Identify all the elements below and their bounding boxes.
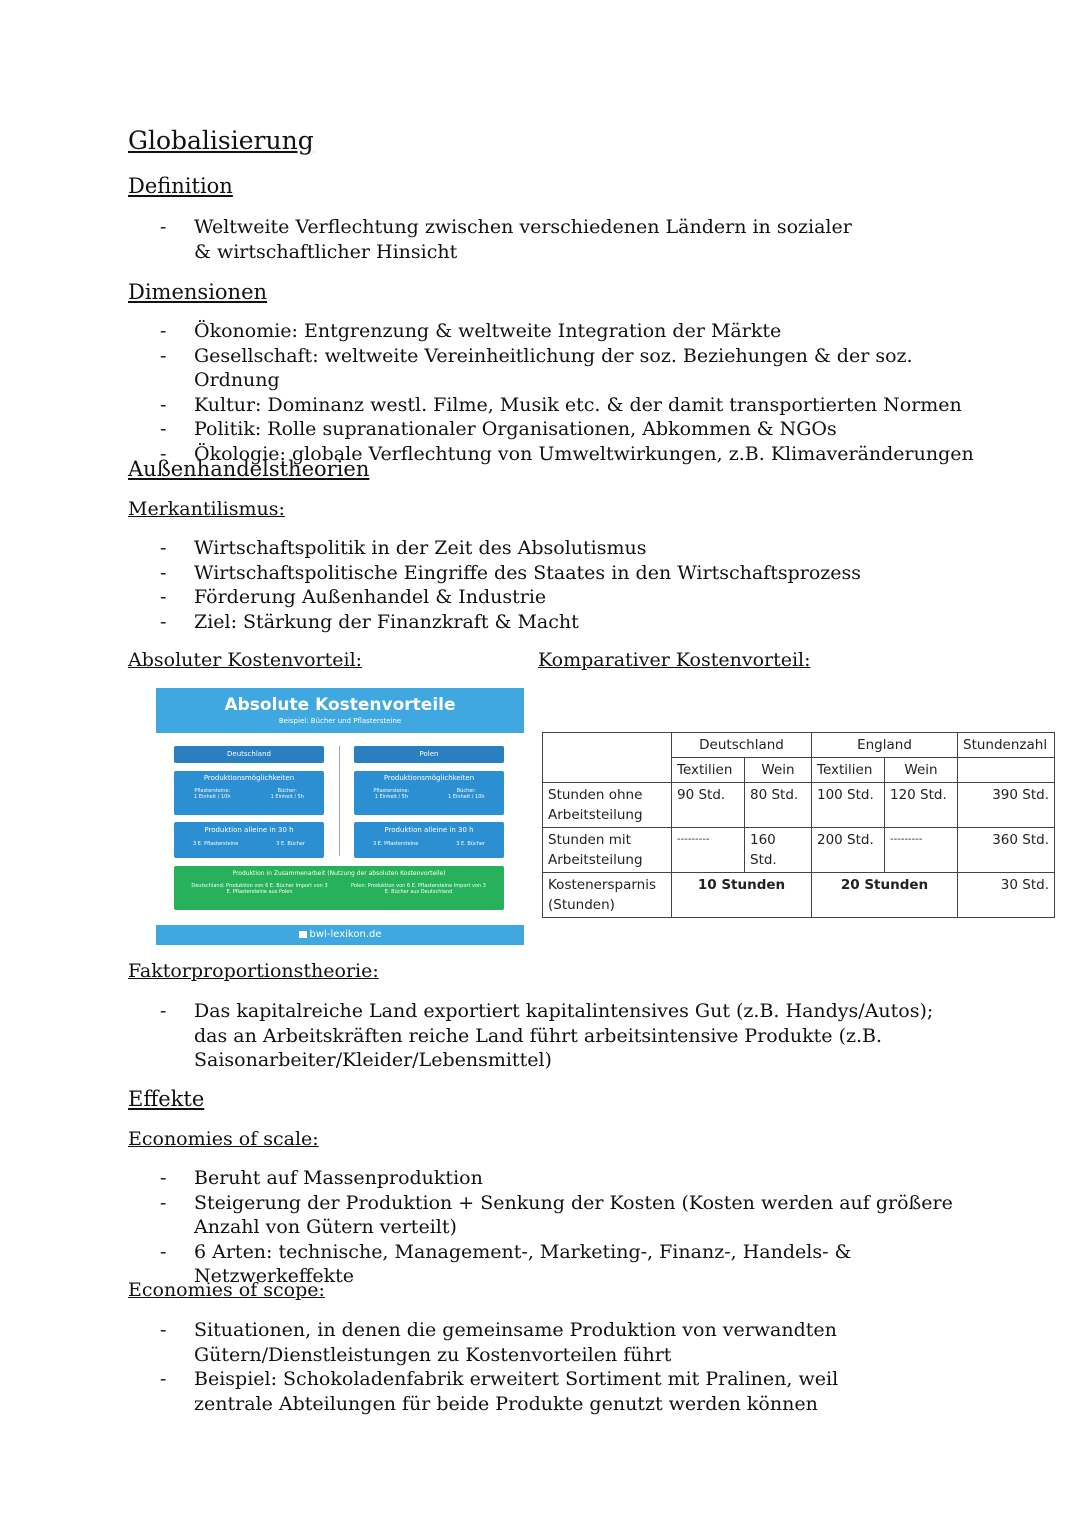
aussenhandel-heading: Außenhandelstheorien bbox=[128, 457, 370, 481]
right-production-box bbox=[354, 771, 504, 815]
infographic-title: Absolute Kostenvorteile bbox=[224, 695, 456, 715]
list-item: - Gesellschaft: weltweite Vereinheitlichung der soz. Beziehungen & der soz. Ordnung bbox=[160, 344, 980, 393]
row-label: Kostenersparnis (Stunden) bbox=[543, 873, 672, 918]
row-label: Stunden ohne Arbeitsteilung bbox=[543, 783, 672, 828]
comparative-table bbox=[542, 732, 1055, 918]
table-header-en: England bbox=[812, 733, 958, 758]
table-cell: --------- bbox=[672, 828, 745, 873]
prod-label: Produktionsmöglichkeiten bbox=[383, 774, 475, 782]
alone-item: 3 E. Bücher bbox=[276, 841, 305, 847]
prod-item: Pflastersteine: bbox=[194, 788, 231, 794]
prod-rate: 1 Einheit / 10h bbox=[448, 794, 485, 800]
table-row bbox=[543, 828, 1055, 873]
together-left: Deutschland: Produktion von 6 E. Bücher Import von 3 E. Pflastersteine aus Polen bbox=[191, 883, 328, 895]
list-item: - Weltweite Verflechtung zwischen verschiedenen Ländern in sozialer & wirtschaftlicher Hinsicht bbox=[160, 215, 860, 264]
scope-heading: Economies of scope: bbox=[128, 1279, 325, 1301]
source-label: bwl-lexikon.de bbox=[309, 929, 382, 940]
table-cell: 200 Std. bbox=[812, 828, 885, 873]
list-item: - Das kapitalreiche Land exportiert kapitalintensives Gut (z.B. Handys/Autos); das an Arbeitskräften reiche Land führt arbeitsintensive Produkte (z.B. Saisonarbeiter/Kleider/Lebensmittel) bbox=[160, 999, 960, 1073]
list-item: - Ökonomie: Entgrenzung & weltweite Integration der Märkte bbox=[160, 319, 980, 344]
table-cell: 360 Std. bbox=[958, 828, 1055, 873]
table-header-sum: Stundenzahl bbox=[958, 733, 1055, 758]
together-box bbox=[174, 866, 504, 910]
list-item: - Steigerung der Produktion + Senkung der Kosten (Kosten werden auf größere Anzahl von Gütern verteilt) bbox=[160, 1191, 980, 1240]
alone-label: Produktion alleine in 30 h bbox=[204, 826, 294, 834]
page-title: Globalisierung bbox=[128, 126, 314, 155]
prod-item: Bücher: bbox=[456, 788, 476, 794]
alone-item: 3 E. Bücher bbox=[456, 841, 485, 847]
table-cell: 30 Std. bbox=[958, 873, 1055, 918]
table-cell: 20 Stunden bbox=[812, 873, 958, 918]
table-subheader: Wein bbox=[745, 758, 812, 783]
scope-list bbox=[160, 1318, 900, 1416]
infographic-footer bbox=[156, 925, 524, 945]
together-label: Produktion in Zusammenarbeit (Nutzung der absoluten Kostenvorteile) bbox=[232, 870, 446, 877]
table-cell: 90 Std. bbox=[672, 783, 745, 828]
list-item: - 6 Arten: technische, Management-, Marketing-, Finanz-, Handels- & Netzwerkeffekte bbox=[160, 1240, 980, 1289]
table-subheader: Textilien bbox=[672, 758, 745, 783]
scale-list bbox=[160, 1166, 980, 1289]
prod-item: Bücher: bbox=[277, 788, 297, 794]
table-row bbox=[543, 873, 1055, 918]
country-right: Polen bbox=[354, 746, 504, 763]
scale-heading: Economies of scale: bbox=[128, 1128, 319, 1150]
table-corner bbox=[543, 733, 672, 783]
table-subheader: Wein bbox=[885, 758, 958, 783]
country-left: Deutschland bbox=[174, 746, 324, 763]
table-cell: 390 Std. bbox=[958, 783, 1055, 828]
prod-label: Produktionsmöglichkeiten bbox=[203, 774, 295, 782]
list-item: - Beispiel: Schokoladenfabrik erweitert Sortiment mit Pralinen, weil zentrale Abteilungen für beide Produkte genutzt werden können bbox=[160, 1367, 900, 1416]
prod-item: Pflastersteine: bbox=[373, 788, 410, 794]
list-item: - Wirtschaftspolitische Eingriffe des Staates in den Wirtschaftsprozess bbox=[160, 561, 980, 586]
together-right: Polen: Produktion von 6 E. Pflastersteine Import von 3 E. Bücher aus Deutschland bbox=[351, 883, 486, 895]
faktor-heading: Faktorproportionstheorie: bbox=[128, 960, 379, 982]
table-cell: 120 Std. bbox=[885, 783, 958, 828]
definition-list bbox=[160, 215, 860, 264]
infographic-header bbox=[156, 688, 524, 733]
infographic-subtitle: Beispiel: Bücher und Pflastersteine bbox=[278, 717, 402, 725]
table-row bbox=[543, 783, 1055, 828]
list-item: - Ökologie: globale Verflechtung von Umweltwirkungen, z.B. Klimaveränderungen bbox=[160, 442, 980, 467]
list-item: - Kultur: Dominanz westl. Filme, Musik etc. & der damit transportierten Normen bbox=[160, 393, 980, 418]
right-alone-box bbox=[354, 822, 504, 858]
alone-item: 3 E. Pflastersteine bbox=[192, 841, 239, 847]
absoluter-heading: Absoluter Kostenvorteil: bbox=[128, 649, 363, 671]
prod-rate: 1 Einheit / 5h bbox=[374, 794, 408, 800]
left-alone-box bbox=[174, 822, 324, 858]
list-item: - Förderung Außenhandel & Industrie bbox=[160, 585, 980, 610]
effekte-heading: Effekte bbox=[128, 1087, 205, 1111]
merkantilismus-list bbox=[160, 536, 980, 634]
absolute-cost-infographic bbox=[156, 688, 524, 945]
table-cell: 100 Std. bbox=[812, 783, 885, 828]
table-cell bbox=[958, 758, 1055, 783]
list-item: - Beruht auf Massenproduktion bbox=[160, 1166, 980, 1191]
row-label: Stunden mit Arbeitsteilung bbox=[543, 828, 672, 873]
komparativer-heading: Komparativer Kostenvorteil: bbox=[538, 649, 811, 671]
faktor-list bbox=[160, 999, 960, 1073]
alone-item: 3 E. Pflastersteine bbox=[372, 841, 419, 847]
prod-rate: 1 Einheit / 5h bbox=[270, 794, 304, 800]
list-item: - Wirtschaftspolitik in der Zeit des Absolutismus bbox=[160, 536, 980, 561]
list-item: - Ziel: Stärkung der Finanzkraft & Macht bbox=[160, 610, 980, 635]
table-cell: 160 Std. bbox=[745, 828, 812, 873]
list-item: - Politik: Rolle supranationaler Organisationen, Abkommen & NGOs bbox=[160, 417, 980, 442]
left-production-box bbox=[174, 771, 324, 815]
infographic-divider bbox=[339, 746, 340, 856]
definition-heading: Definition bbox=[128, 174, 233, 198]
table-cell: 80 Std. bbox=[745, 783, 812, 828]
list-item: - Situationen, in denen die gemeinsame Produktion von verwandten Gütern/Dienstleistungen zu Kostenvorteilen führt bbox=[160, 1318, 900, 1367]
alone-label: Produktion alleine in 30 h bbox=[384, 826, 474, 834]
merkantilismus-heading: Merkantilismus: bbox=[128, 498, 285, 520]
prod-rate: 1 Einheit / 10h bbox=[194, 794, 231, 800]
dimensionen-heading: Dimensionen bbox=[128, 280, 268, 304]
dimensionen-list bbox=[160, 319, 980, 466]
table-cell: 10 Stunden bbox=[672, 873, 812, 918]
book-icon bbox=[299, 931, 307, 938]
table-subheader: Textilien bbox=[812, 758, 885, 783]
table-header-de: Deutschland bbox=[672, 733, 812, 758]
table-cell: --------- bbox=[885, 828, 958, 873]
